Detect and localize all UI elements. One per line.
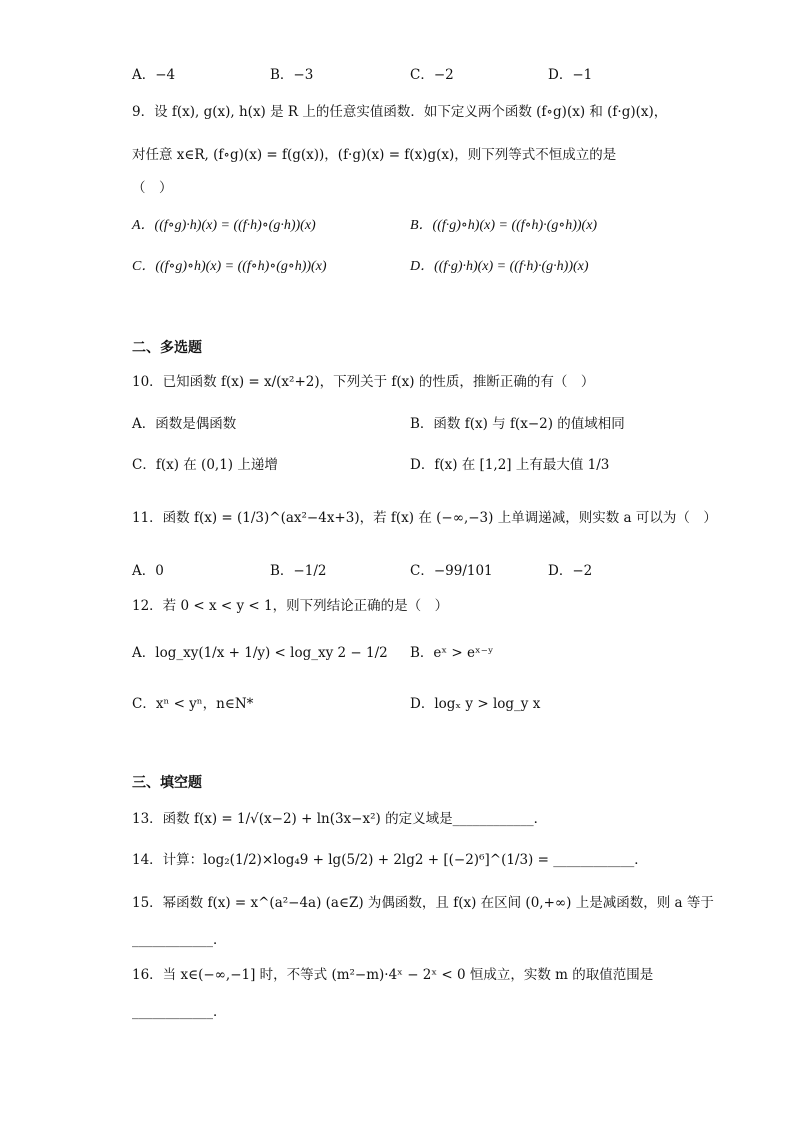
section-heading-multiple-choice: 二、多选题 — [132, 340, 202, 356]
q12-option-a: A．log_xy(1/x + 1/y) < log_xy 2 − 1/2 — [132, 645, 388, 661]
q10-option-c: C．f(x) 在 (0,1) 上递增 — [132, 457, 278, 473]
q8-option-a: A．−4 — [132, 67, 176, 83]
q9-answer-paren: （ ） — [132, 180, 173, 196]
q15-blank: ____________． — [132, 932, 227, 948]
q9-option-d: D．((f·g)·h)(x) = ((f·h)·(g·h))(x) — [410, 259, 589, 274]
q12-option-c: C．xⁿ < yⁿ，n∈N* — [132, 696, 254, 712]
q9-stem-line2: 对任意 x∈R, (f∘g)(x) = f(g(x))，(f·g)(x) = f(x)g(x)，则下列等式不恒成立的是 — [132, 147, 617, 163]
q11-option-c: C．−99/101 — [410, 563, 493, 579]
q11-stem: 11．函数 f(x) = (1/3)^(ax²−4x+3)，若 f(x) 在 (−∞,−3) 上单调递减，则实数 a 可以为（ ） — [132, 510, 717, 526]
q9-stem-line1: 9．设 f(x), g(x), h(x) 是 R 上的任意实值函数．如下定义两个函数 (f∘g)(x) 和 (f·g)(x)， — [132, 104, 668, 120]
q9-option-a: A．((f∘g)·h)(x) = ((f·h)∘(g·h))(x) — [132, 218, 316, 233]
q16-stem-line1: 16．当 x∈(−∞,−1] 时，不等式 (m²−m)·4ˣ − 2ˣ < 0 恒成立，实数 m 的取值范围是 — [132, 967, 654, 983]
q8-option-b: B．−3 — [270, 67, 314, 83]
q14-stem: 14．计算：log₂(1/2)×log₄9 + lg(5/2) + 2lg2 + [(−2)⁶]^(1/3) = ____________． — [132, 852, 648, 868]
q10-stem: 10．已知函数 f(x) = x/(x²+2)，下列关于 f(x) 的性质，推断正确的有（ ） — [132, 374, 595, 390]
q11-option-a: A．0 — [132, 563, 164, 579]
q10-option-d: D．f(x) 在 [1,2] 上有最大值 1/3 — [410, 457, 610, 473]
q9-option-c: C．((f∘g)∘h)(x) = ((f∘h)∘(g∘h))(x) — [132, 259, 327, 274]
q16-blank: ____________． — [132, 1004, 227, 1020]
q12-stem: 12．若 0 < x < y < 1，则下列结论正确的是（ ） — [132, 598, 449, 614]
q11-option-d: D．−2 — [548, 563, 593, 579]
q13-stem: 13．函数 f(x) = 1/√(x−2) + ln(3x−x²) 的定义域是____________． — [132, 811, 548, 827]
q15-stem-line1: 15．幂函数 f(x) = x^(a²−4a) (a∈Z) 为偶函数，且 f(x) 在区间 (0,+∞) 上是减函数，则 a 等于 — [132, 895, 714, 911]
q8-option-c: C．−2 — [410, 67, 454, 83]
q12-option-d: D．logₓ y > log_y x — [410, 696, 541, 712]
q11-option-b: B．−1/2 — [270, 563, 327, 579]
q8-option-d: D．−1 — [548, 67, 593, 83]
q9-option-b: B．((f·g)∘h)(x) = ((f∘h)·(g∘h))(x) — [410, 218, 598, 233]
q10-option-a: A．函数是偶函数 — [132, 416, 237, 432]
q10-option-b: B．函数 f(x) 与 f(x−2) 的值域相同 — [410, 416, 625, 432]
section-heading-fill-in: 三、填空题 — [132, 775, 202, 791]
q12-option-b: B．eˣ > eˣ⁻ʸ — [410, 645, 494, 661]
